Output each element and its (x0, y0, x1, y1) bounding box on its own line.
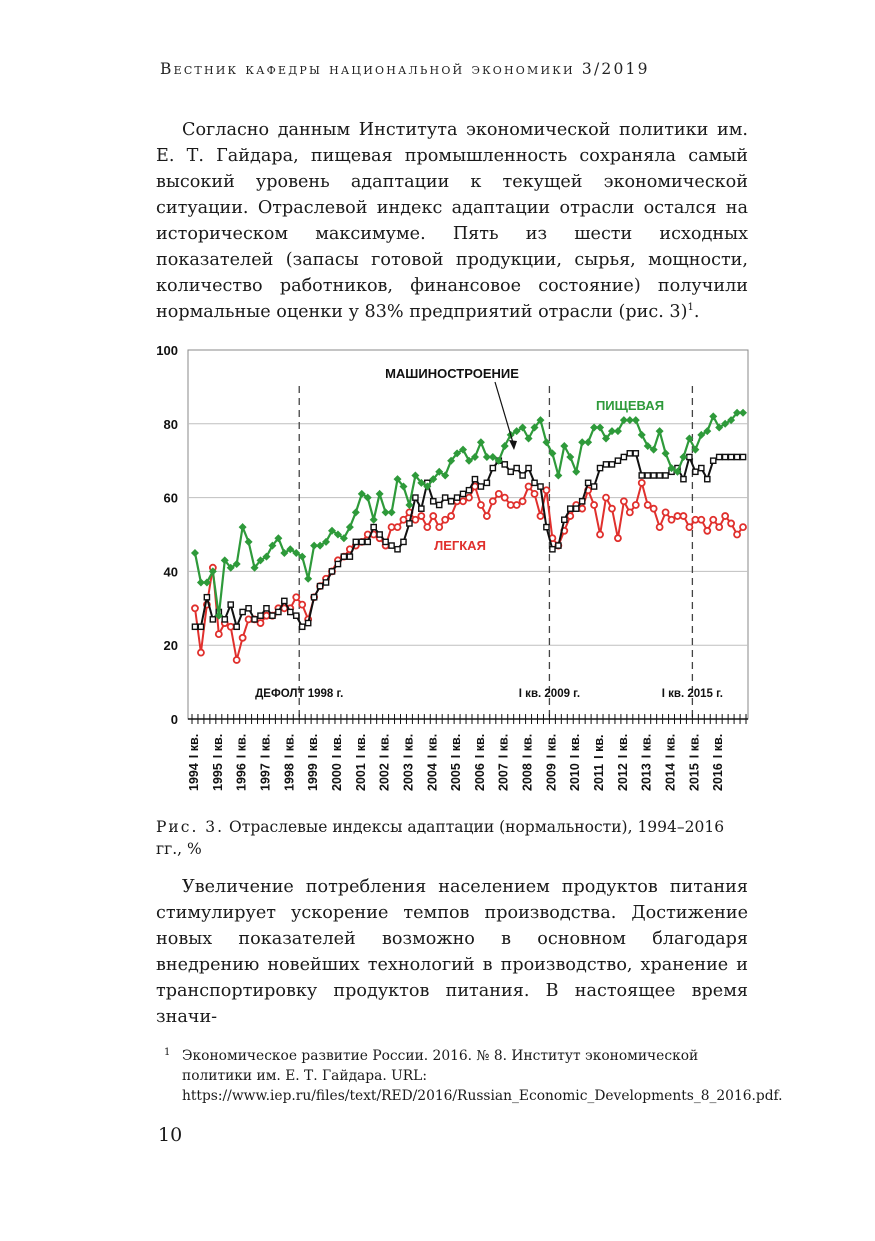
data-point (566, 453, 574, 461)
data-point (657, 473, 662, 478)
data-point (632, 416, 640, 424)
data-point (496, 491, 502, 497)
data-point (276, 609, 281, 614)
paragraph-2 (156, 874, 748, 1030)
data-point (603, 462, 608, 467)
data-point (591, 484, 596, 489)
data-point (520, 498, 526, 504)
x-tick-label: 1997I кв. (258, 733, 273, 791)
x-tick-label: 2002I кв. (377, 733, 392, 791)
data-point (383, 539, 388, 544)
x-tick-label: 2003I кв. (401, 733, 416, 791)
data-point (525, 435, 533, 443)
footnote-text (182, 1046, 783, 1106)
caption-text: Отраслевые индексы адаптации (нормальности), 1994–2016 гг., % (156, 818, 725, 858)
adaptation-index-chart (150, 338, 760, 808)
data-point (716, 524, 722, 530)
data-point (239, 523, 247, 531)
data-point (580, 499, 585, 504)
data-point (191, 549, 199, 557)
data-point (228, 624, 234, 630)
data-point (460, 491, 465, 496)
footnote (156, 1046, 783, 1106)
data-point (663, 509, 669, 515)
data-point (419, 506, 424, 511)
data-point (460, 498, 466, 504)
data-point (597, 465, 602, 470)
data-point (615, 535, 621, 541)
x-tick-label: 1996I кв. (234, 733, 249, 791)
data-point (633, 451, 638, 456)
series-label: МАШИНОСТРОЕНИЕ (385, 366, 519, 381)
data-point (198, 650, 204, 656)
footnote-url: : https://www.iep.ru/files/text/RED/2016/Russian_Economic_Developments_8_2016.pdf. (182, 1068, 783, 1104)
data-point (687, 454, 692, 459)
x-tick-label: 2009I кв. (544, 733, 559, 791)
data-point (627, 451, 632, 456)
data-point (627, 509, 633, 515)
data-point (586, 480, 591, 485)
data-point (686, 524, 692, 530)
data-point (413, 495, 418, 500)
data-point (377, 532, 382, 537)
figure-caption (156, 816, 748, 860)
data-point (723, 454, 728, 459)
data-point (556, 543, 561, 548)
data-point (722, 513, 728, 519)
data-point (245, 538, 253, 546)
data-point (477, 438, 485, 446)
data-point (710, 517, 716, 523)
data-point (711, 458, 716, 463)
data-point (543, 487, 549, 493)
data-point (663, 473, 668, 478)
x-tick-label: 2006I кв. (472, 733, 487, 791)
event-lines (255, 386, 723, 719)
data-point (704, 528, 710, 534)
page-number: 10 (158, 1124, 183, 1146)
data-point (395, 547, 400, 552)
data-point (299, 602, 305, 608)
data-point (210, 617, 215, 622)
data-point (341, 554, 346, 559)
data-point (657, 524, 663, 530)
event-label: ДЕФОЛТ 1998 г. (255, 688, 344, 700)
data-point (293, 594, 299, 600)
data-point (615, 458, 620, 463)
data-point (544, 525, 549, 530)
data-point (436, 524, 442, 530)
paragraph-2-text: Увеличение потребления населением продуктов питания стимулирует ускорение темпов производства. Достижение новых показателей возможно в основном благодаря внедрению новейших технологий в производство, хранение и транспортировку продуктов питания. В настоящее время значи- (156, 877, 748, 1027)
data-point (609, 462, 614, 467)
data-point (638, 431, 646, 439)
data-point (347, 554, 352, 559)
data-point (437, 502, 442, 507)
data-point (645, 502, 651, 508)
data-point (407, 521, 412, 526)
label-arrowhead (509, 440, 517, 450)
data-point (418, 513, 424, 519)
data-point (424, 524, 430, 530)
data-point (234, 624, 239, 629)
x-tick-label: 1994I кв. (186, 733, 201, 791)
data-point (562, 517, 567, 522)
data-point (550, 547, 555, 552)
data-point (466, 495, 472, 501)
data-point (454, 495, 459, 500)
data-point (448, 513, 454, 519)
data-point (501, 442, 509, 450)
data-point (443, 495, 448, 500)
data-point (270, 613, 275, 618)
data-point (584, 438, 592, 446)
y-tick-label: 40 (163, 564, 178, 580)
data-point (329, 569, 334, 574)
data-point (633, 502, 639, 508)
data-point (609, 506, 615, 512)
data-point (234, 657, 240, 663)
x-tick-label: 2001I кв. (353, 733, 368, 791)
data-point (222, 617, 227, 622)
data-point (359, 539, 364, 544)
data-point (597, 532, 603, 538)
data-point (389, 543, 394, 548)
footnote-text-main: Экономическое развитие России. 2016. № 8. Институт экономической политики им. Е. Т. Гайдара. (182, 1048, 699, 1084)
y-tick-label: 20 (163, 638, 178, 654)
data-point (669, 517, 675, 523)
data-point (216, 631, 222, 637)
data-point (192, 605, 198, 611)
data-point (323, 580, 328, 585)
data-point (204, 595, 209, 600)
data-point (264, 606, 269, 611)
data-point (198, 624, 203, 629)
data-point (430, 513, 436, 519)
data-point (288, 609, 293, 614)
data-point (596, 423, 604, 431)
event-label: I кв. 2015 г. (661, 688, 723, 700)
data-point (258, 620, 264, 626)
data-point (484, 513, 490, 519)
data-point (740, 524, 746, 530)
data-point (693, 469, 698, 474)
data-point (478, 502, 484, 508)
data-point (490, 498, 496, 504)
data-point (371, 525, 376, 530)
data-point (639, 480, 645, 486)
series-label: ПИЩЕВАЯ (595, 398, 665, 413)
data-point (304, 575, 312, 583)
x-tick-label: 2013I кв. (639, 733, 654, 791)
data-point (662, 449, 670, 457)
data-point (478, 484, 483, 489)
data-point (484, 480, 489, 485)
paragraph-1-text: Согласно данным Института экономической политики им. Е. Т. Гайдара, пищевая промышленность сохраняла самый высокий уровень адаптации к текущей экономической ситуации. Отраслевой индекс адаптации отрасли остался на историческом максимуме. Пять из шести исходных показателей (запасы готовой продукции, сырья, мощности, количество работников, финансовое состояние) получили нормальные оценки у 83% предприятий отрасли (рис. 3) (156, 120, 748, 322)
x-tick-label: 2011I кв. (592, 734, 607, 791)
data-point (568, 506, 573, 511)
x-tick-label: 2012I кв. (615, 733, 630, 791)
y-tick-label: 100 (156, 343, 178, 358)
data-point (335, 561, 340, 566)
data-point (537, 513, 543, 519)
data-point (734, 532, 740, 538)
data-point (365, 539, 370, 544)
data-point (729, 454, 734, 459)
label-arrow (495, 382, 514, 446)
data-point (346, 523, 354, 531)
data-point (554, 471, 562, 479)
data-point (401, 539, 406, 544)
data-point (246, 606, 251, 611)
running-header: Вестник кафедры национальной экономики 3/2019 (160, 60, 650, 78)
data-point (514, 502, 520, 508)
data-point (680, 513, 686, 519)
data-point (240, 635, 246, 641)
data-point (400, 517, 406, 523)
data-point (591, 502, 597, 508)
data-point (192, 624, 197, 629)
x-tick-label: 2004I кв. (425, 733, 440, 791)
data-point (228, 602, 233, 607)
data-point (728, 520, 734, 526)
data-point (282, 598, 287, 603)
data-point (258, 613, 263, 618)
data-point (353, 539, 358, 544)
data-point (651, 473, 656, 478)
data-point (699, 465, 704, 470)
data-point (526, 465, 531, 470)
data-point (388, 508, 396, 516)
x-tick-label: 1995I кв. (210, 733, 225, 791)
data-point (538, 484, 543, 489)
x-tick-label: 2000I кв. (329, 733, 344, 791)
data-point (317, 584, 322, 589)
data-point (560, 442, 568, 450)
data-point (472, 477, 477, 482)
footnote-url-label: URL (391, 1068, 423, 1084)
data-point (579, 506, 585, 512)
data-point (705, 477, 710, 482)
footnote-number: 1 (164, 1047, 171, 1058)
data-point (412, 517, 418, 523)
data-point (306, 620, 311, 625)
data-point (734, 454, 739, 459)
data-point (698, 517, 704, 523)
data-point (502, 462, 507, 467)
data-point (352, 508, 360, 516)
data-point (252, 617, 257, 622)
data-point (717, 454, 722, 459)
data-point (532, 480, 537, 485)
data-point (603, 495, 609, 501)
data-point (490, 465, 495, 470)
data-point (466, 488, 471, 493)
paragraph-1: Согласно данным Института экономической политики им. Е. Т. Гайдара, пищевая промышленность сохраняла самый высокий уровень адаптации к текущей экономической ситуации. Отраслевой индекс адаптации отрасли остался на историческом максимуме. Пять из шести исходных показателей (запасы готовой продукции, сырья, мощности, количество работников, финансовое состояние) получили нормальные оценки у 83% предприятий отрасли (рис. 3)$^1$. (156, 120, 748, 322)
data-point (621, 454, 626, 459)
data-point (294, 613, 299, 618)
data-point (572, 468, 580, 476)
series-line (195, 413, 743, 616)
caption-label: Рис. 3. (156, 818, 225, 836)
data-point (709, 412, 717, 420)
event-label: I кв. 2009 г. (518, 688, 581, 700)
data-point (645, 473, 650, 478)
data-point (614, 427, 622, 435)
series-group (191, 409, 747, 663)
data-point (574, 506, 579, 511)
x-tick-label: 2008I кв. (520, 733, 535, 791)
data-point (739, 409, 747, 417)
x-tick-label: 2007I кв. (496, 733, 511, 791)
x-tick-label: 1998I кв. (282, 733, 297, 791)
data-point (514, 465, 519, 470)
data-point (526, 484, 532, 490)
data-point (240, 609, 245, 614)
data-point (639, 473, 644, 478)
data-point (502, 495, 508, 501)
x-tick-label: 2010I кв. (568, 733, 583, 791)
y-tick-label: 60 (163, 490, 178, 506)
x-tick-label: 1999I кв. (306, 733, 321, 791)
data-point (621, 498, 627, 504)
x-tick-label: 2015I кв. (687, 733, 702, 791)
y-tick-label: 80 (163, 416, 178, 432)
data-point (431, 499, 436, 504)
data-point (520, 473, 525, 478)
data-point (740, 454, 745, 459)
x-tick-label: 2016I кв. (711, 733, 726, 791)
y-tick-label: 0 (170, 712, 178, 727)
data-point (508, 469, 513, 474)
data-point (376, 490, 384, 498)
data-point (395, 524, 401, 530)
data-point (300, 624, 305, 629)
x-tick-label: 2014I кв. (663, 733, 678, 791)
data-point (370, 516, 378, 524)
data-point (442, 517, 448, 523)
data-point (651, 506, 657, 512)
data-point (656, 427, 664, 435)
footnote-ref: 1 (687, 302, 694, 314)
figure-3 (150, 338, 760, 808)
data-point (312, 595, 317, 600)
data-point (681, 477, 686, 482)
data-point (532, 491, 538, 497)
x-tick-label: 2005I кв. (449, 733, 464, 791)
data-point (449, 499, 454, 504)
series-label: ЛЕГКАЯ (434, 538, 486, 553)
